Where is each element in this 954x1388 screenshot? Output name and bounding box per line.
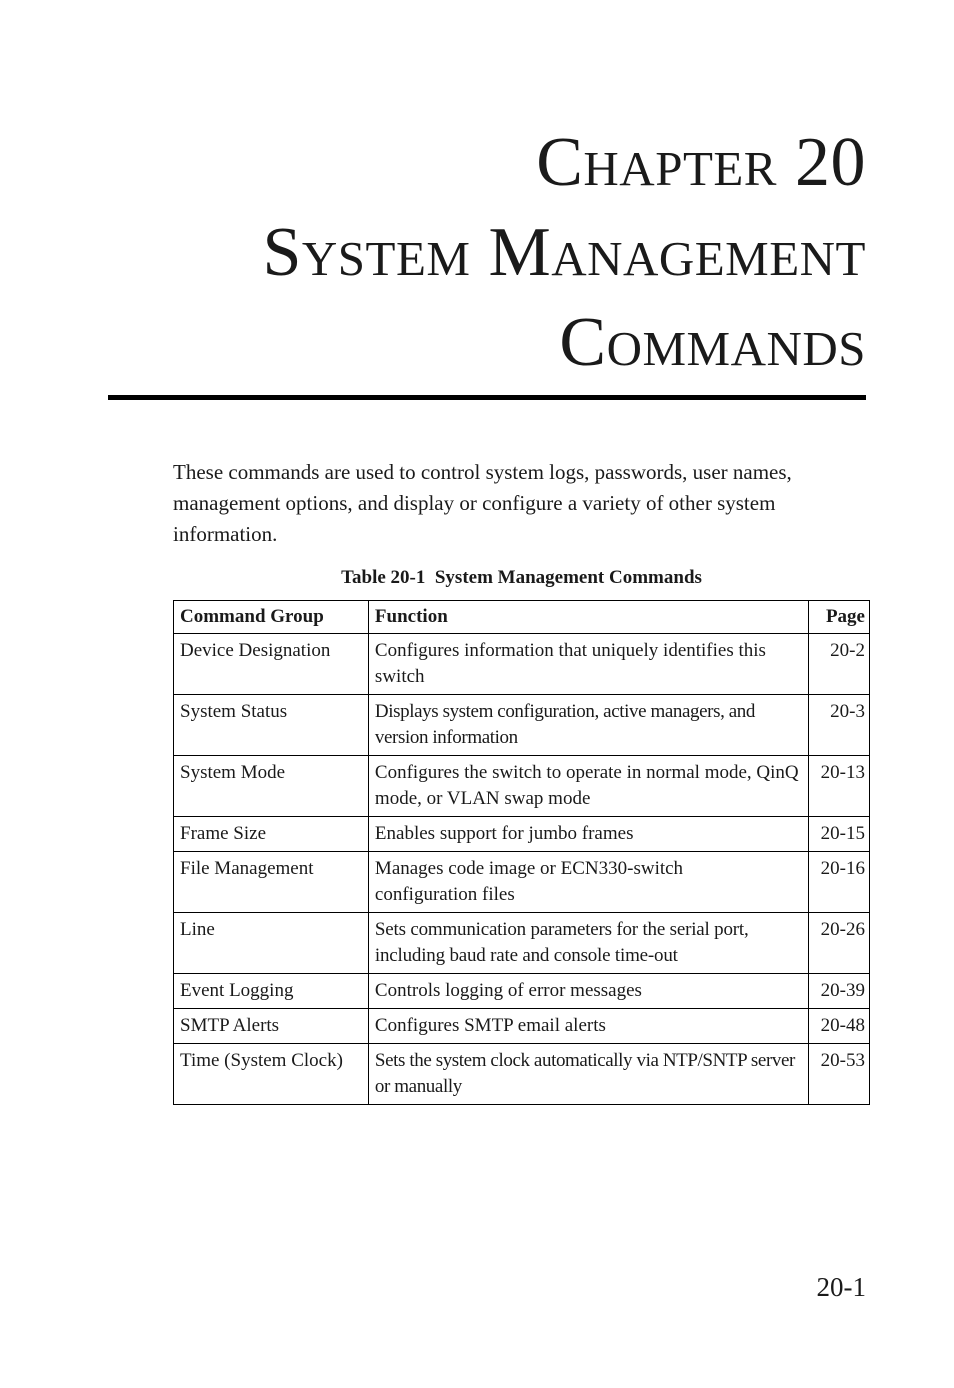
cell-page: 20-39 [809, 974, 870, 1009]
cell-function: Displays system configuration, active managers, and version information [368, 695, 808, 756]
cell-page: 20-53 [809, 1044, 870, 1105]
cell-function: Manages code image or ECN330-switch configuration files [368, 852, 808, 913]
cell-function: Configures information that uniquely identifies this switch [368, 634, 808, 695]
cell-command-group: Line [174, 913, 369, 974]
cell-page: 20-15 [809, 817, 870, 852]
cell-command-group: Device Designation [174, 634, 369, 695]
table-row [174, 817, 870, 852]
cell-function: Configures the switch to operate in normal mode, QinQ mode, or VLAN swap mode [368, 756, 808, 817]
cell-command-group: SMTP Alerts [174, 1009, 369, 1044]
cell-function: Enables support for jumbo frames [368, 817, 808, 852]
cell-command-group: Event Logging [174, 974, 369, 1009]
chapter-title [262, 118, 866, 388]
cell-command-group: File Management [174, 852, 369, 913]
table-caption: Table 20-1 System Management Commands [341, 567, 702, 588]
cell-page: 20-16 [809, 852, 870, 913]
chapter-title-line-3: Commands [559, 304, 866, 381]
table-row [174, 756, 870, 817]
header-command-group: Command Group [174, 601, 369, 634]
cell-command-group: System Status [174, 695, 369, 756]
chapter-title-line-1: Chapter 20 [536, 124, 866, 201]
chapter-title-line-2: System Management [262, 214, 866, 291]
table-row [174, 974, 870, 1009]
page-number: 20-1 [816, 1272, 866, 1302]
cell-page: 20-26 [809, 913, 870, 974]
cell-function: Controls logging of error messages [368, 974, 808, 1009]
cell-command-group: Time (System Clock) [174, 1044, 369, 1105]
cell-page: 20-48 [809, 1009, 870, 1044]
header-function: Function [368, 601, 808, 634]
cell-function: Sets the system clock automatically via NTP/SNTP server or manually [368, 1044, 808, 1105]
commands-table [173, 600, 870, 1105]
chapter-divider [108, 395, 866, 400]
cell-function: Configures SMTP email alerts [368, 1009, 808, 1044]
table-row [174, 634, 870, 695]
table-row [174, 1044, 870, 1105]
table-row [174, 695, 870, 756]
cell-command-group: Frame Size [174, 817, 369, 852]
table-row [174, 852, 870, 913]
table-header-row [174, 601, 870, 634]
cell-page: 20-3 [809, 695, 870, 756]
table-row [174, 913, 870, 974]
cell-page: 20-2 [809, 634, 870, 695]
cell-page: 20-13 [809, 756, 870, 817]
intro-paragraph: These commands are used to control system logs, passwords, user names, management options, and display or configure a variety of other system information. [173, 460, 792, 546]
cell-command-group: System Mode [174, 756, 369, 817]
cell-function: Sets communication parameters for the serial port, including baud rate and console time-out [368, 913, 808, 974]
header-page: Page [809, 601, 870, 634]
table-row [174, 1009, 870, 1044]
